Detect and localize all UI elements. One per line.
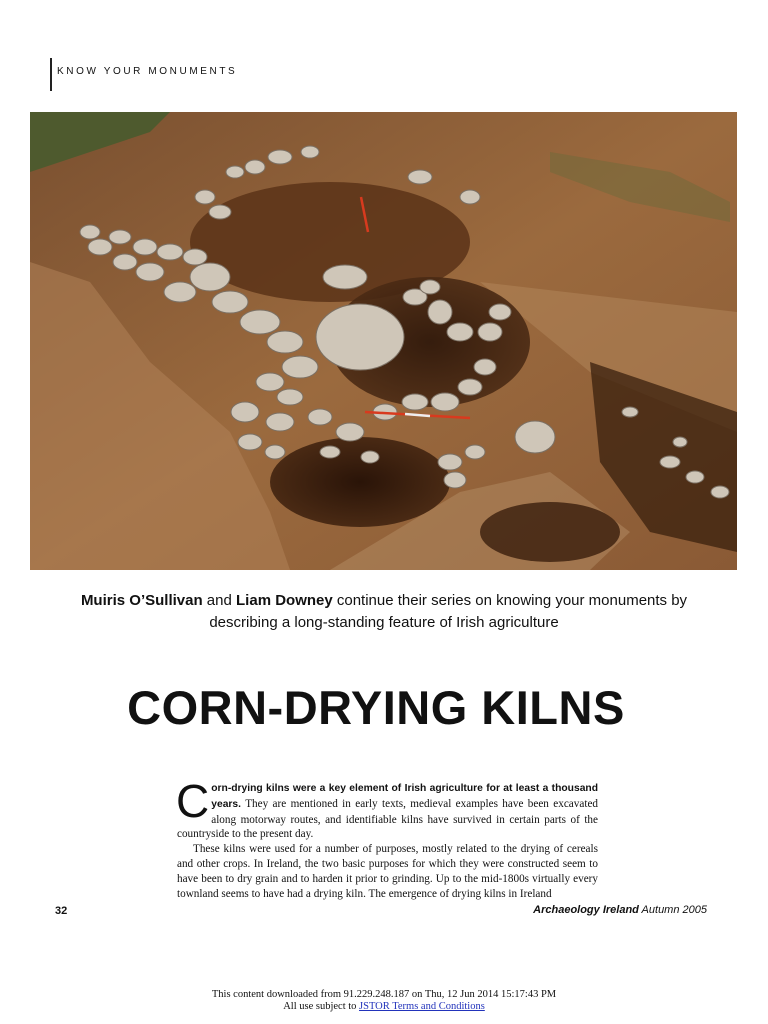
page-number: 32: [55, 905, 68, 917]
standfirst-and: and: [202, 592, 237, 609]
series-rule: [50, 58, 52, 91]
author-2: Liam Downey: [236, 592, 333, 609]
article-headline: CORN-DRYING KILNS: [127, 681, 625, 734]
article-paragraph-1-rest: They are mentioned in early texts, medieval examples have been excavated along motorway routes, and identifiable kilns have survived in certain parts of the countryside to the present day.: [177, 797, 598, 841]
jstor-terms-link[interactable]: JSTOR Terms and Conditions: [359, 1001, 485, 1012]
standfirst-text: continue their series on knowing your monuments by describing a long-standing feature of Irish agriculture: [209, 592, 688, 631]
article-paragraph-2: These kilns were used for a number of purposes, mostly related to the drying of cereals and other crops. In Ireland, the two basic purposes for which they were constructed seem to have been to dry grain and to harden it prior to grinding. Up to the mid-1800s virtually every townland seems to have had a drying kiln. The emergence of drying kilns in Ireland: [177, 843, 598, 900]
excavation-photo-icon: [30, 112, 737, 570]
excavation-photo: [30, 112, 737, 570]
drop-cap: C: [176, 775, 210, 827]
download-footer: [0, 989, 768, 1013]
article-paragraph-1: [176, 775, 598, 842]
series-label: KNOW YOUR MONUMENTS: [57, 66, 238, 77]
terms-prefix: All use subject to: [283, 1001, 360, 1012]
journal-issue: Autumn 2005: [638, 904, 707, 916]
download-notice: This content downloaded from 91.229.248.187 on Thu, 12 Jun 2014 15:17:43 PM: [211, 989, 557, 1000]
journal-title: [533, 904, 707, 916]
standfirst: [60, 590, 708, 634]
article-body: [176, 775, 598, 901]
author-1: Muiris O’Sullivan: [80, 592, 203, 609]
article-lead: orn-drying kilns were a key element of Irish agriculture for at least a thousand years.: [211, 783, 598, 810]
terms-line: [0, 1001, 768, 1013]
journal-name: Archaeology Ireland: [533, 904, 639, 916]
